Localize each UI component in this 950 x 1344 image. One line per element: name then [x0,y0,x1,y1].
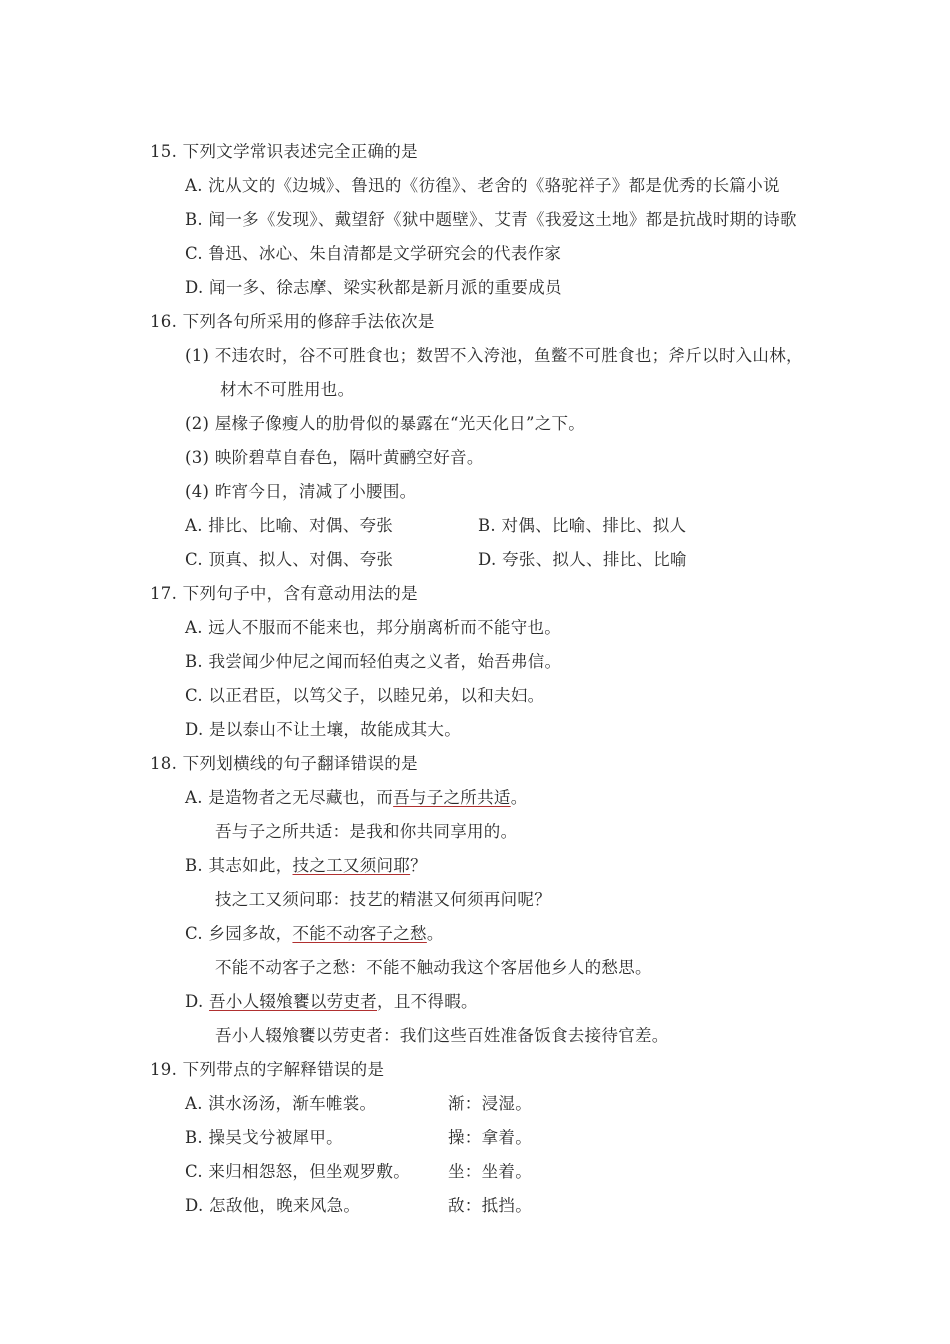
q18-option-d-translation: 吾小人辍飧饔以劳吏者：我们这些百姓准备饭食去接待官差。 [215,1026,669,1045]
q16-item-3: (3) 映阶碧草自春色，隔叶黄鹂空好音。 [185,448,484,467]
q17-option-c: C. 以正君臣，以笃父子，以睦兄弟，以和夫妇。 [185,686,545,705]
q15-option-c: C. 鲁迅、冰心、朱自清都是文学研究会的代表作家 [185,244,562,263]
q18-option-c-pre: C. 乡园多故， [185,924,293,943]
q18-option-b-underlined: 技之工又须问耶 [292,856,411,875]
q16-option-c: C. 顶真、拟人、对偶、夸张 [185,550,394,569]
q19-option-a: A. 淇水汤汤，渐车帷裳。 [185,1094,377,1113]
q16-item-1-cont: 材木不可胜用也。 [220,380,355,399]
q18-option-a-pre: A. 是造物者之无尽藏也，而 [185,788,394,807]
q17-stem: 17. 下列句子中，含有意动用法的是 [150,584,418,603]
q15-stem: 15. 下列文学常识表述完全正确的是 [150,142,418,161]
q17-option-a: A. 远人不服而不能来也，邦分崩离析而不能守也。 [185,618,562,637]
q19-option-b: B. 操吴戈兮被犀甲。 [185,1128,343,1147]
q18-option-d-underlined: 吾小人辍飧饔以劳吏者 [209,992,378,1011]
q16-item-1: (1) 不违农时，谷不可胜食也；数罟不入洿池，鱼鳖不可胜食也；斧斤以时入山林， [185,346,803,365]
q18-option-a-translation: 吾与子之所共适：是我和你共同享用的。 [215,822,518,841]
q18-option-c [185,923,444,945]
q19-option-a-gloss: 渐：浸湿。 [448,1094,532,1113]
q15-option-d: D. 闻一多、徐志摩、梁实秋都是新月派的重要成员 [185,278,562,297]
q18-option-d-pre: D. [185,992,210,1011]
q19-option-b-gloss: 操：拿着。 [448,1128,532,1147]
q18-option-c-post: 。 [426,924,444,943]
q18-option-a-underlined: 吾与子之所共适 [393,788,511,807]
q18-stem: 18. 下列划横线的句子翻译错误的是 [150,754,418,773]
q19-stem: 19. 下列带点的字解释错误的是 [150,1060,385,1079]
q19-option-d: D. 怎敌他，晚来风急。 [185,1196,361,1215]
q15-option-a: A. 沈从文的《边城》、鲁迅的《彷徨》、老舍的《骆驼祥子》都是优秀的长篇小说 [185,176,780,195]
q16-option-b: B. 对偶、比喻、排比、拟人 [478,516,687,535]
q18-option-b-translation: 技之工又须问耶：技艺的精湛又何须再问呢？ [215,890,551,909]
q18-option-c-translation: 不能不动客子之愁：不能不触动我这个客居他乡人的愁思。 [215,958,652,977]
q16-item-2: (2) 屋椽子像瘦人的肋骨似的暴露在“光天化日”之下。 [185,414,586,433]
q15-option-b: B. 闻一多《发现》、戴望舒《狱中题壁》、艾青《我爱这土地》都是抗战时期的诗歌 [185,210,797,229]
q16-stem: 16. 下列各句所采用的修辞手法依次是 [150,312,435,331]
q18-option-c-underlined: 不能不动客子之愁 [292,924,427,943]
q19-option-c-gloss: 坐：坐着。 [448,1162,532,1181]
q19-option-c: C. 来归相怨怒，但坐观罗敷。 [185,1162,411,1181]
q16-option-a: A. 排比、比喻、对偶、夸张 [185,516,394,535]
q16-option-d: D. 夸张、拟人、排比、比喻 [478,550,687,569]
q17-option-d: D. 是以泰山不让土壤，故能成其大。 [185,720,462,739]
q18-option-b [185,855,427,877]
q18-option-a-post: 。 [510,788,528,807]
q18-option-d-post: ，且不得暇。 [377,992,478,1011]
q18-option-a [185,787,528,809]
q19-option-d-gloss: 敌：抵挡。 [448,1196,532,1215]
q16-item-4: (4) 昨宵今日，清减了小腰围。 [185,482,417,501]
q17-option-b: B. 我尝闻少仲尼之闻而轻伯夷之义者，始吾弗信。 [185,652,562,671]
q18-option-b-post: ？ [410,856,427,875]
q18-option-b-pre: B. 其志如此， [185,856,293,875]
q18-option-d [185,991,478,1013]
